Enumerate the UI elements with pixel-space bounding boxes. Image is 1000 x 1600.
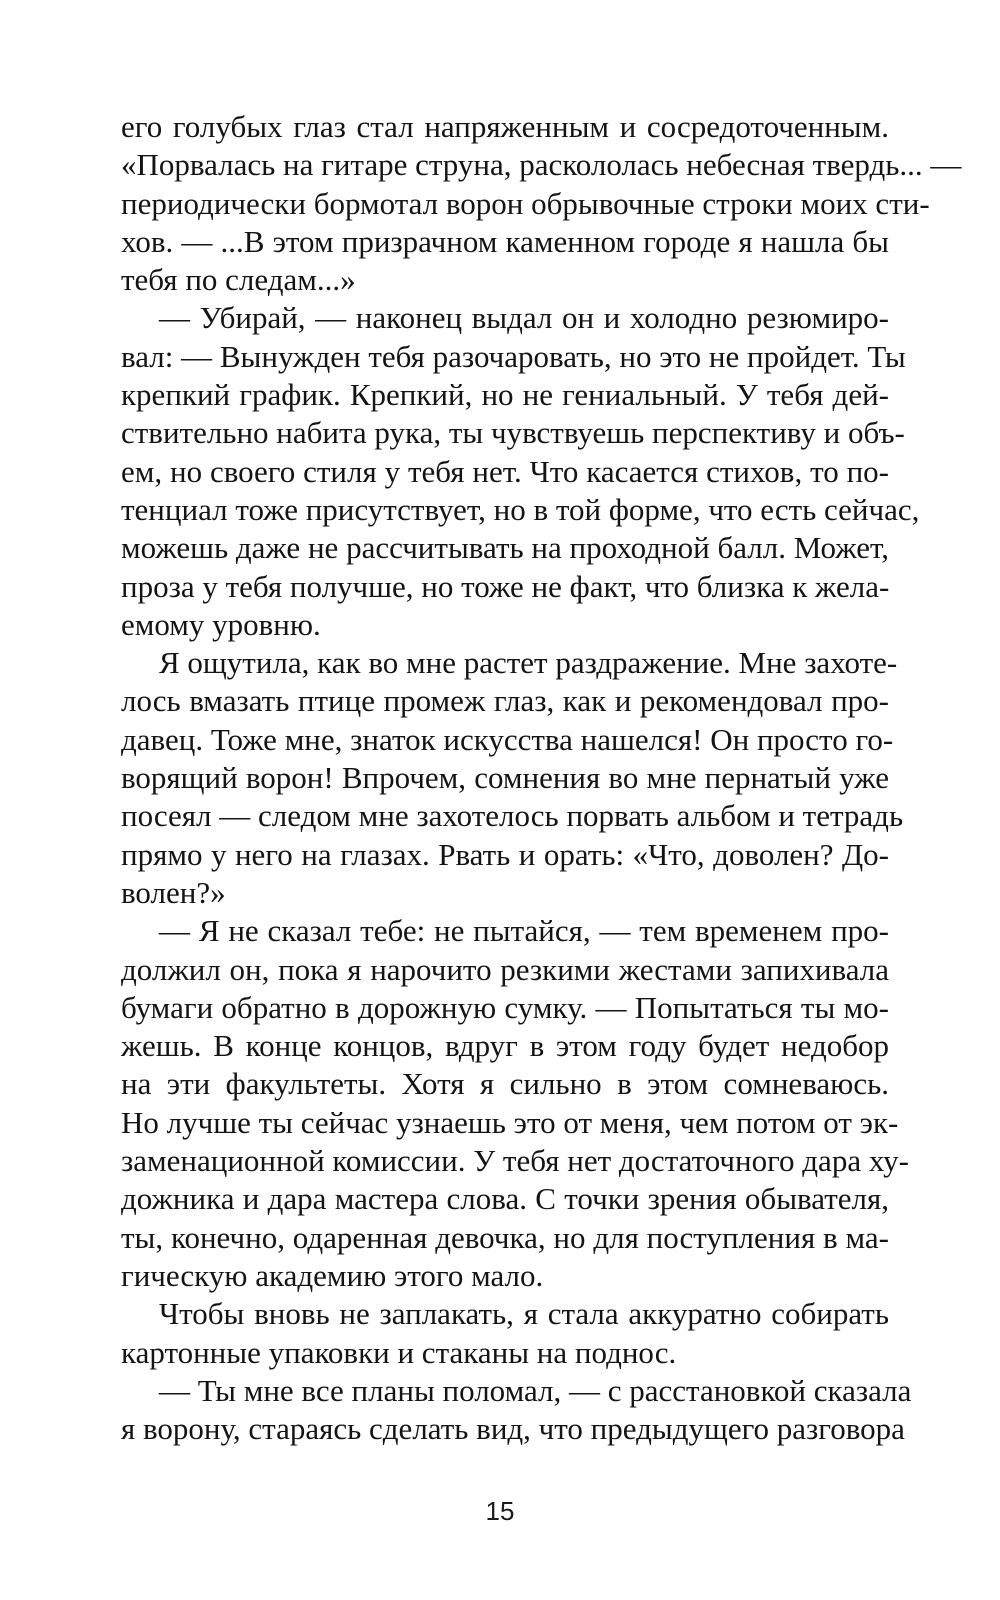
text-line: дожника и дара мастера слова. С точки зрения обывателя, xyxy=(121,1181,889,1217)
text-line: проза у тебя получше, но тоже не факт, что близка к жела- xyxy=(121,568,890,604)
text-line: ствительно набита рука, ты чувствуешь перспективу и объ- xyxy=(121,415,905,451)
text-line: на эти факультеты. Хотя я сильно в этом сомневаюсь. xyxy=(121,1066,889,1102)
text-line: давец. Тоже мне, знаток искусства нашелся! Он просто го- xyxy=(121,721,894,757)
text-line: тебя по следам...» xyxy=(121,262,356,298)
text-line: посеял — следом мне захотелось порвать альбом и тетрадь xyxy=(121,798,904,834)
text-line: вал: — Вынужден тебя разочаровать, но это не пройдет. Ты xyxy=(121,338,906,374)
text-line: — Я не сказал тебе: не пытайся, — тем временем про- xyxy=(159,913,889,949)
text-line: прямо у него на глазах. Рвать и орать: «Что, доволен? До- xyxy=(121,836,889,872)
text-line: должил он, пока я нарочито резкими жестами запихивала xyxy=(121,951,889,987)
text-line: бумаги обратно в дорожную сумку. — Попытаться ты мо- xyxy=(121,989,889,1025)
text-line: — Ты мне все планы поломал, — с расстановкой сказала xyxy=(159,1372,912,1408)
text-line: Чтобы вновь не заплакать, я стала аккуратно собирать xyxy=(159,1296,889,1332)
body-text xyxy=(121,108,962,1448)
text-line: ворящий ворон! Впрочем, сомнения во мне пернатый уже xyxy=(121,760,889,796)
text-line: я ворону, стараясь сделать вид, что предыдущего разговора xyxy=(121,1411,905,1447)
text-line: ем, но своего стиля у тебя нет. Что касается стихов, то по- xyxy=(121,453,889,489)
text-line: «Порвалась на гитаре струна, раскололась небесная твердь... — xyxy=(121,147,962,183)
text-line: хов. — ...В этом призрачном каменном городе я нашла бы xyxy=(121,223,889,259)
text-line: Я ощутила, как во мне растет раздражение. Мне захоте- xyxy=(159,645,898,681)
text-line: можешь даже не рассчитывать на проходной балл. Может, xyxy=(121,530,889,566)
page-number: 15 xyxy=(485,1496,515,1526)
text-line: его голубых глаз стал напряженным и сосредоточенным. xyxy=(121,109,889,144)
text-line: картонные упаковки и стаканы на поднос. xyxy=(121,1334,677,1370)
text-line: гическую академию этого мало. xyxy=(121,1257,544,1293)
text-line: периодически бормотал ворон обрывочные строки моих сти- xyxy=(121,185,930,221)
text-line: крепкий график. Крепкий, но не гениальный. У тебя дей- xyxy=(121,377,889,413)
text-line: тенциал тоже присутствует, но в той форме, что есть сейчас, xyxy=(121,491,920,527)
text-line: емому уровню. xyxy=(121,606,321,642)
text-line: лось вмазать птице промеж глаз, как и рекомендовал про- xyxy=(121,683,889,719)
text-line: волен?» xyxy=(121,874,226,910)
text-line: заменационной комиссии. У тебя нет достаточного дара ху- xyxy=(121,1143,909,1179)
text-line: жешь. В конце концов, вдруг в этом году будет недобор xyxy=(121,1028,889,1064)
text-line: ты, конечно, одаренная девочка, но для поступления в ма- xyxy=(121,1219,889,1255)
text-line: — Убирай, — наконец выдал он и холодно резюмиро- xyxy=(159,300,889,336)
text-line: Но лучше ты сейчас узнаешь это от меня, чем потом от эк- xyxy=(121,1104,899,1140)
